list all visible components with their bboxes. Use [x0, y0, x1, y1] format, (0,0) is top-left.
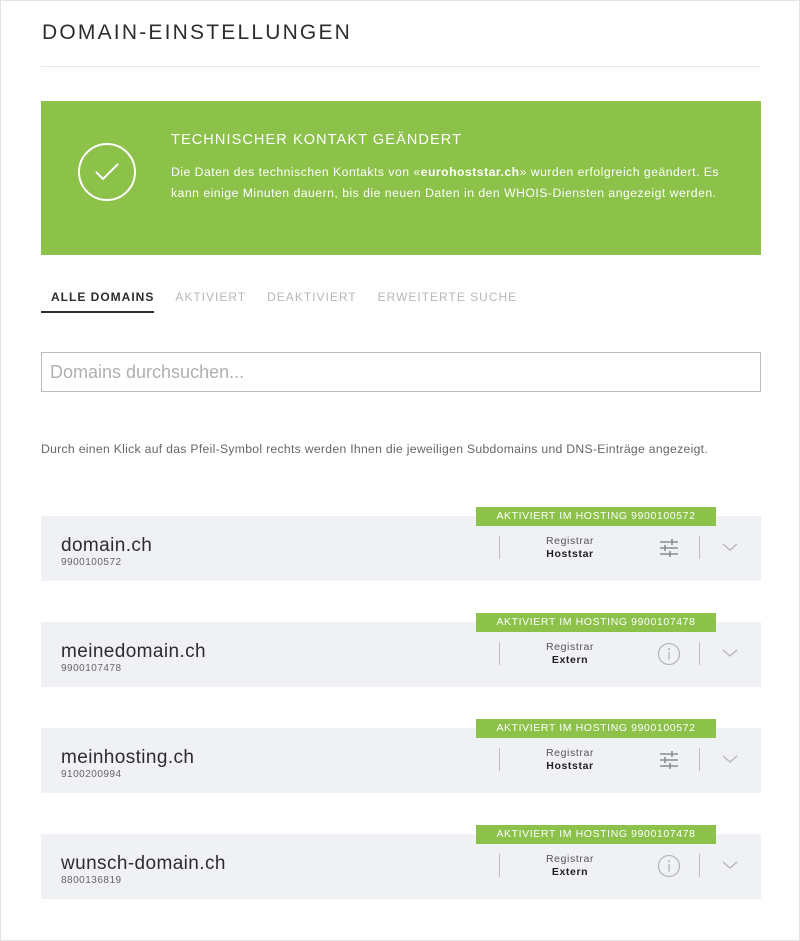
hint-text: Durch einen Klick auf das Pfeil-Symbol rechts werden Ihnen die jeweiligen Subdomains und DNS-Einträge angezeigt. [41, 442, 709, 456]
registrar-info [511, 535, 629, 561]
registrar-value: Extern [551, 866, 589, 878]
sliders-icon[interactable] [657, 536, 681, 560]
registrar-value: Hoststar [546, 548, 594, 560]
chevron-down-icon[interactable] [721, 752, 739, 766]
registrar-info [511, 747, 629, 773]
registrar-info [511, 853, 629, 879]
tab-all-domains[interactable]: ALLE DOMAINS [41, 287, 154, 313]
divider [499, 748, 500, 771]
domain-id: 8800136819 [61, 875, 122, 886]
banner-text-after: » wurden erfolgreich geändert. Es kann einige Minuten dauern, bis die neuen Daten in den WHOIS-Diensten angezeigt werden. [171, 165, 720, 200]
domain-row [41, 828, 761, 899]
registrar-label: Registrar [546, 747, 594, 759]
check-circle-icon [78, 143, 136, 201]
domain-name: wunsch-domain.ch [61, 853, 226, 874]
divider [699, 854, 700, 877]
divider [699, 536, 700, 559]
registrar-info [511, 641, 629, 667]
registrar-value: Extern [551, 654, 589, 666]
banner-text-before: Die Daten des technischen Kontakts von « [171, 165, 421, 179]
hosting-status-badge: AKTIVIERT IM HOSTING 9900100572 [476, 719, 716, 738]
banner-title: TECHNISCHER KONTAKT GEÄNDERT [171, 132, 463, 148]
domain-row [41, 616, 761, 687]
domain-id: 9100200994 [61, 769, 122, 780]
success-banner [41, 101, 761, 255]
banner-message [171, 162, 731, 204]
registrar-label: Registrar [546, 535, 594, 547]
domain-row [41, 510, 761, 581]
hosting-status-badge: AKTIVIERT IM HOSTING 9900107478 [476, 613, 716, 632]
sliders-icon[interactable] [657, 748, 681, 772]
hosting-status-badge: AKTIVIERT IM HOSTING 9900100572 [476, 507, 716, 526]
domain-search-input[interactable] [41, 352, 761, 392]
domain-tabs [41, 287, 538, 313]
tab-activated[interactable]: AKTIVIERT [175, 290, 247, 304]
chevron-down-icon[interactable] [721, 858, 739, 872]
tab-deactivated[interactable]: DEAKTIVIERT [267, 290, 357, 304]
banner-domain: eurohoststar.ch [420, 165, 520, 179]
divider [699, 748, 700, 771]
chevron-down-icon[interactable] [721, 540, 739, 554]
registrar-value: Hoststar [546, 760, 594, 772]
domain-name: meinedomain.ch [61, 641, 207, 662]
info-icon[interactable] [657, 642, 681, 666]
page-title: DOMAIN-EINSTELLUNGEN [42, 21, 353, 44]
divider [499, 642, 500, 665]
hosting-status-badge: AKTIVIERT IM HOSTING 9900107478 [476, 825, 716, 844]
registrar-label: Registrar [546, 853, 594, 865]
tab-advanced-search[interactable]: ERWEITERTE SUCHE [377, 290, 518, 304]
domain-id: 9900107478 [61, 663, 122, 674]
divider [699, 642, 700, 665]
divider [499, 536, 500, 559]
domain-name: domain.ch [61, 535, 153, 556]
chevron-down-icon[interactable] [721, 646, 739, 660]
divider [499, 854, 500, 877]
registrar-label: Registrar [546, 641, 594, 653]
domain-row [41, 722, 761, 793]
info-icon[interactable] [657, 854, 681, 878]
domain-id: 9900100572 [61, 557, 122, 568]
title-divider [41, 66, 761, 67]
domain-name: meinhosting.ch [61, 747, 195, 768]
